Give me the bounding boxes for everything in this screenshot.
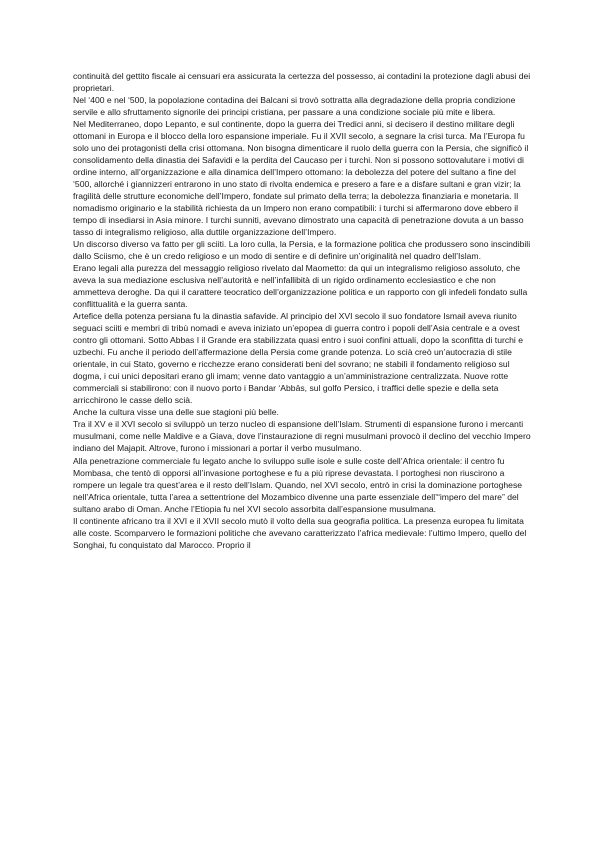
paragraph: Alla penetrazione commerciale fu legato anche lo sviluppo sulle isole e sulle coste dell’Africa orientale: il centro fu Mombasa, che tentò di opporsi all’invasione portoghese e fu a più riprese devastata. I portoghesi non riuscirono a rompere un legale tra quest’area e il resto dell’Islam. Quando, nel XVI secolo, entrò in crisi la dominazione portoghese nell’Africa orientale, tutta l’area a settentrione del Mozambico divenne una parte essenziale dell’“impero del mare” del sultano arabo di Oman. Anche l’Etiopia fu nel XVI secolo assorbita dall’espansione musulmana. [73,455,523,514]
paragraph: Artefice della potenza persiana fu la dinastia safavide. Al principio del XVI secolo il suo fondatore Ismail aveva riunito seguaci sciiti e membri di tribù nomadi e aveva iniziato un’epopea di guerra contro i popoli dell’Asia centrale e a ovest contro gli ottomani. Sotto Abbas I il Grande era stabilizzata quasi entro i suoi confini attuali, dopo la sconfitta di turchi e uzbechi. Fu anche il periodo dell’affermazione della Persia come grande potenza. Lo scià creò un’autocrazia di stile orientale, in cui Stato, governo e ricchezze erano considerati beni del sovrano; ne stabilì il fondamento religioso sul dogma, i cui unici depositari erano gli imam; venne dato vantaggio a un’amministrazione centralizzata. Nuove rotte commerciali si stabilirono: con il nuovo porto i Bandar ‘Abbās, sul golfo Persico, i traffici delle spezie e della seta arricchirono le casse dello scià. [73,311,523,406]
document-body [73,70,531,551]
paragraph: Anche la cultura visse una delle sue stagioni più belle. [73,407,279,418]
paragraph: Tra il XV e il XVI secolo si sviluppò un terzo nucleo di espansione dell’Islam. Strumenti di espansione furono i mercanti musulmani, come nelle Maldive e a Giava, dove l’instaurazione di regni musulmani provocò il declino del vecchio Impero indiano del Majapit. Altrove, furono i missionari a portar il verbo musulmano. [73,419,531,454]
paragraph: Erano legali alla purezza del messaggio religioso rivelato dal Maometto: da qui un integralismo religioso assoluto, che aveva la sua mediazione esclusiva nell’autorità e nell’infallibità di un rigido ordinamento ecclesiastico e che non ammetteva deroghe. Da qui il carattere teocratico dell’organizzazione politica e un rapporto con gli infedeli fondato sulla conflittualità e la guerra santa. [73,263,528,310]
paragraph: Nel ‘400 e nel ‘500, la popolazione contadina dei Balcani si trovò sottratta alla degradazione della propria condizione servile e allo sfruttamento signorile dei principi cristiana, per passare a una condizione sociale più mite e libera. [73,95,516,118]
paragraph: Nel Mediterraneo, dopo Lepanto, e sul continente, dopo la guerra dei Tredici anni, si decisero il destino militare degli ottomani in Europa e il blocco della loro espansione imperiale. Fu il XVII secolo, a segnare la crisi turca. Ma l’Europa fu solo uno dei protagonisti della crisi ottomana. Non bisogna dimenticare il ruolo della guerra con la Persia, che significò il consolidamento della dinastia dei Safavidi e la perdita del Caucaso per i turchi. Non si possono sottovalutare i motivi di ordine interno, all’organizzazione e alla dinamica dell’Impero ottomano: la debolezza del potere del sultano a fine del ‘500, allorché i giannizzeri entrarono in uno stato di rivolta endemica e presero a fare e a disfare sultani e gran vizir; la fragilità delle strutture economiche dell’Impero, fondate sul primato della terra; la debolezza finanziaria e monetaria. Il nomadismo originario e la stabilità richiesta da un Impero non erano compatibili: i turchi si affermarono dove ebbero il tempo di insediarsi in Asia minore. I turchi sunniti, avevano dimostrato una capacità di penetrazione dovuta a un basso tasso di integralismo religioso, alla duttile organizzazione dell’Impero. [73,119,529,238]
paragraph: Il continente africano tra il XVI e il XVII secolo mutò il volto della sua geografia politica. La presenza europea fu limitata alle coste. Scomparvero le formazioni politiche che avevano caratterizzato l’africa medievale: l’ultimo Impero, quello del Songhai, fu conquistato dal Marocco. Proprio il [73,515,527,550]
paragraph: continuità del gettito fiscale ai censuari era assicurata la certezza del possesso, ai contadini la protezione dagli abusi dei proprietari. [73,71,531,94]
paragraph: Un discorso diverso va fatto per gli sciiti. La loro culla, la Persia, e la formazione politica che produssero sono inscindibili dallo Sciismo, che è un credo religioso e un modo di sentire e di definire un’originalità nel quadro dell’Islam. [73,239,531,262]
